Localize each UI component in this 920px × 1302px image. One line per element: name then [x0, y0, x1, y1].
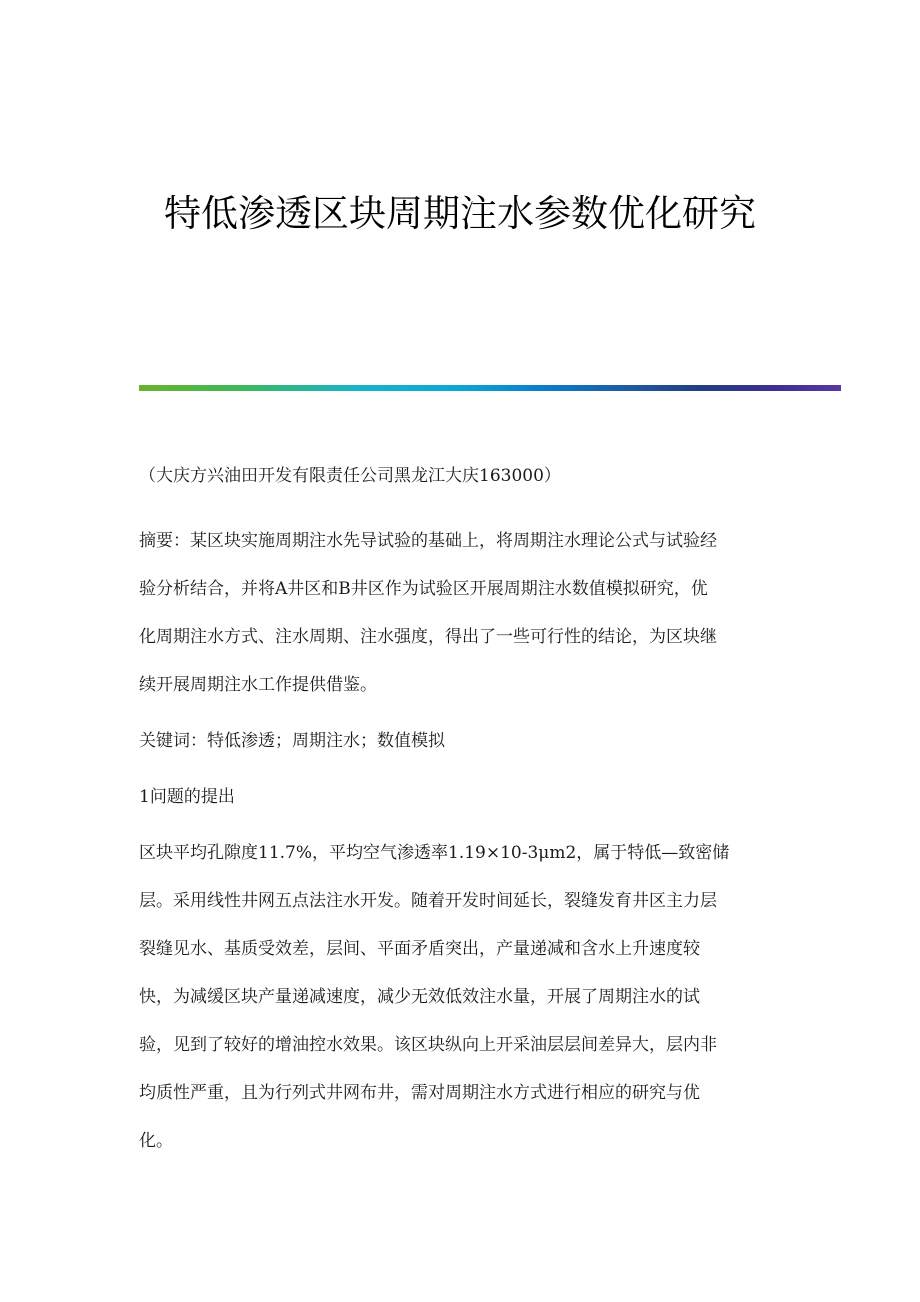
section-heading: 1问题的提出 [139, 787, 235, 807]
abstract-line: 验分析结合，并将A井区和B井区作为试验区开展周期注水数值模拟研究，优 [139, 579, 708, 599]
gradient-divider [139, 385, 841, 391]
body-line: 层。采用线性井网五点法注水开发。随着开发时间延长，裂缝发育井区主力层 [139, 891, 717, 911]
author-affiliation: （大庆方兴油田开发有限责任公司黑龙江大庆163000） [139, 466, 561, 486]
body-line: 验，见到了较好的增油控水效果。该区块纵向上开采油层层间差异大，层内非 [139, 1035, 717, 1055]
abstract-line: 化周期注水方式、注水周期、注水强度，得出了一些可行性的结论，为区块继 [139, 627, 717, 647]
body-line: 均质性严重，且为行列式井网布井，需对周期注水方式进行相应的研究与优 [139, 1083, 700, 1103]
abstract-line: 续开展周期注水工作提供借鉴。 [139, 675, 377, 695]
abstract-line: 摘要：某区块实施周期注水先导试验的基础上，将周期注水理论公式与试验经 [139, 531, 717, 551]
keywords: 关键词：特低渗透；周期注水；数值模拟 [139, 731, 445, 751]
body-line: 裂缝见水、基质受效差，层间、平面矛盾突出，产量递减和含水上升速度较 [139, 939, 700, 959]
body-line: 区块平均孔隙度11.7%，平均空气渗透率1.19×10-3μm2，属于特低—致密储 [139, 843, 730, 863]
abstract [139, 517, 779, 709]
body-line: 化。 [139, 1131, 173, 1151]
section-body [139, 829, 779, 1165]
body-line: 快，为减缓区块产量递减速度，减少无效低效注水量，开展了周期注水的试 [139, 987, 700, 1007]
document-title: 特低渗透区块周期注水参数优化研究 [164, 192, 756, 235]
